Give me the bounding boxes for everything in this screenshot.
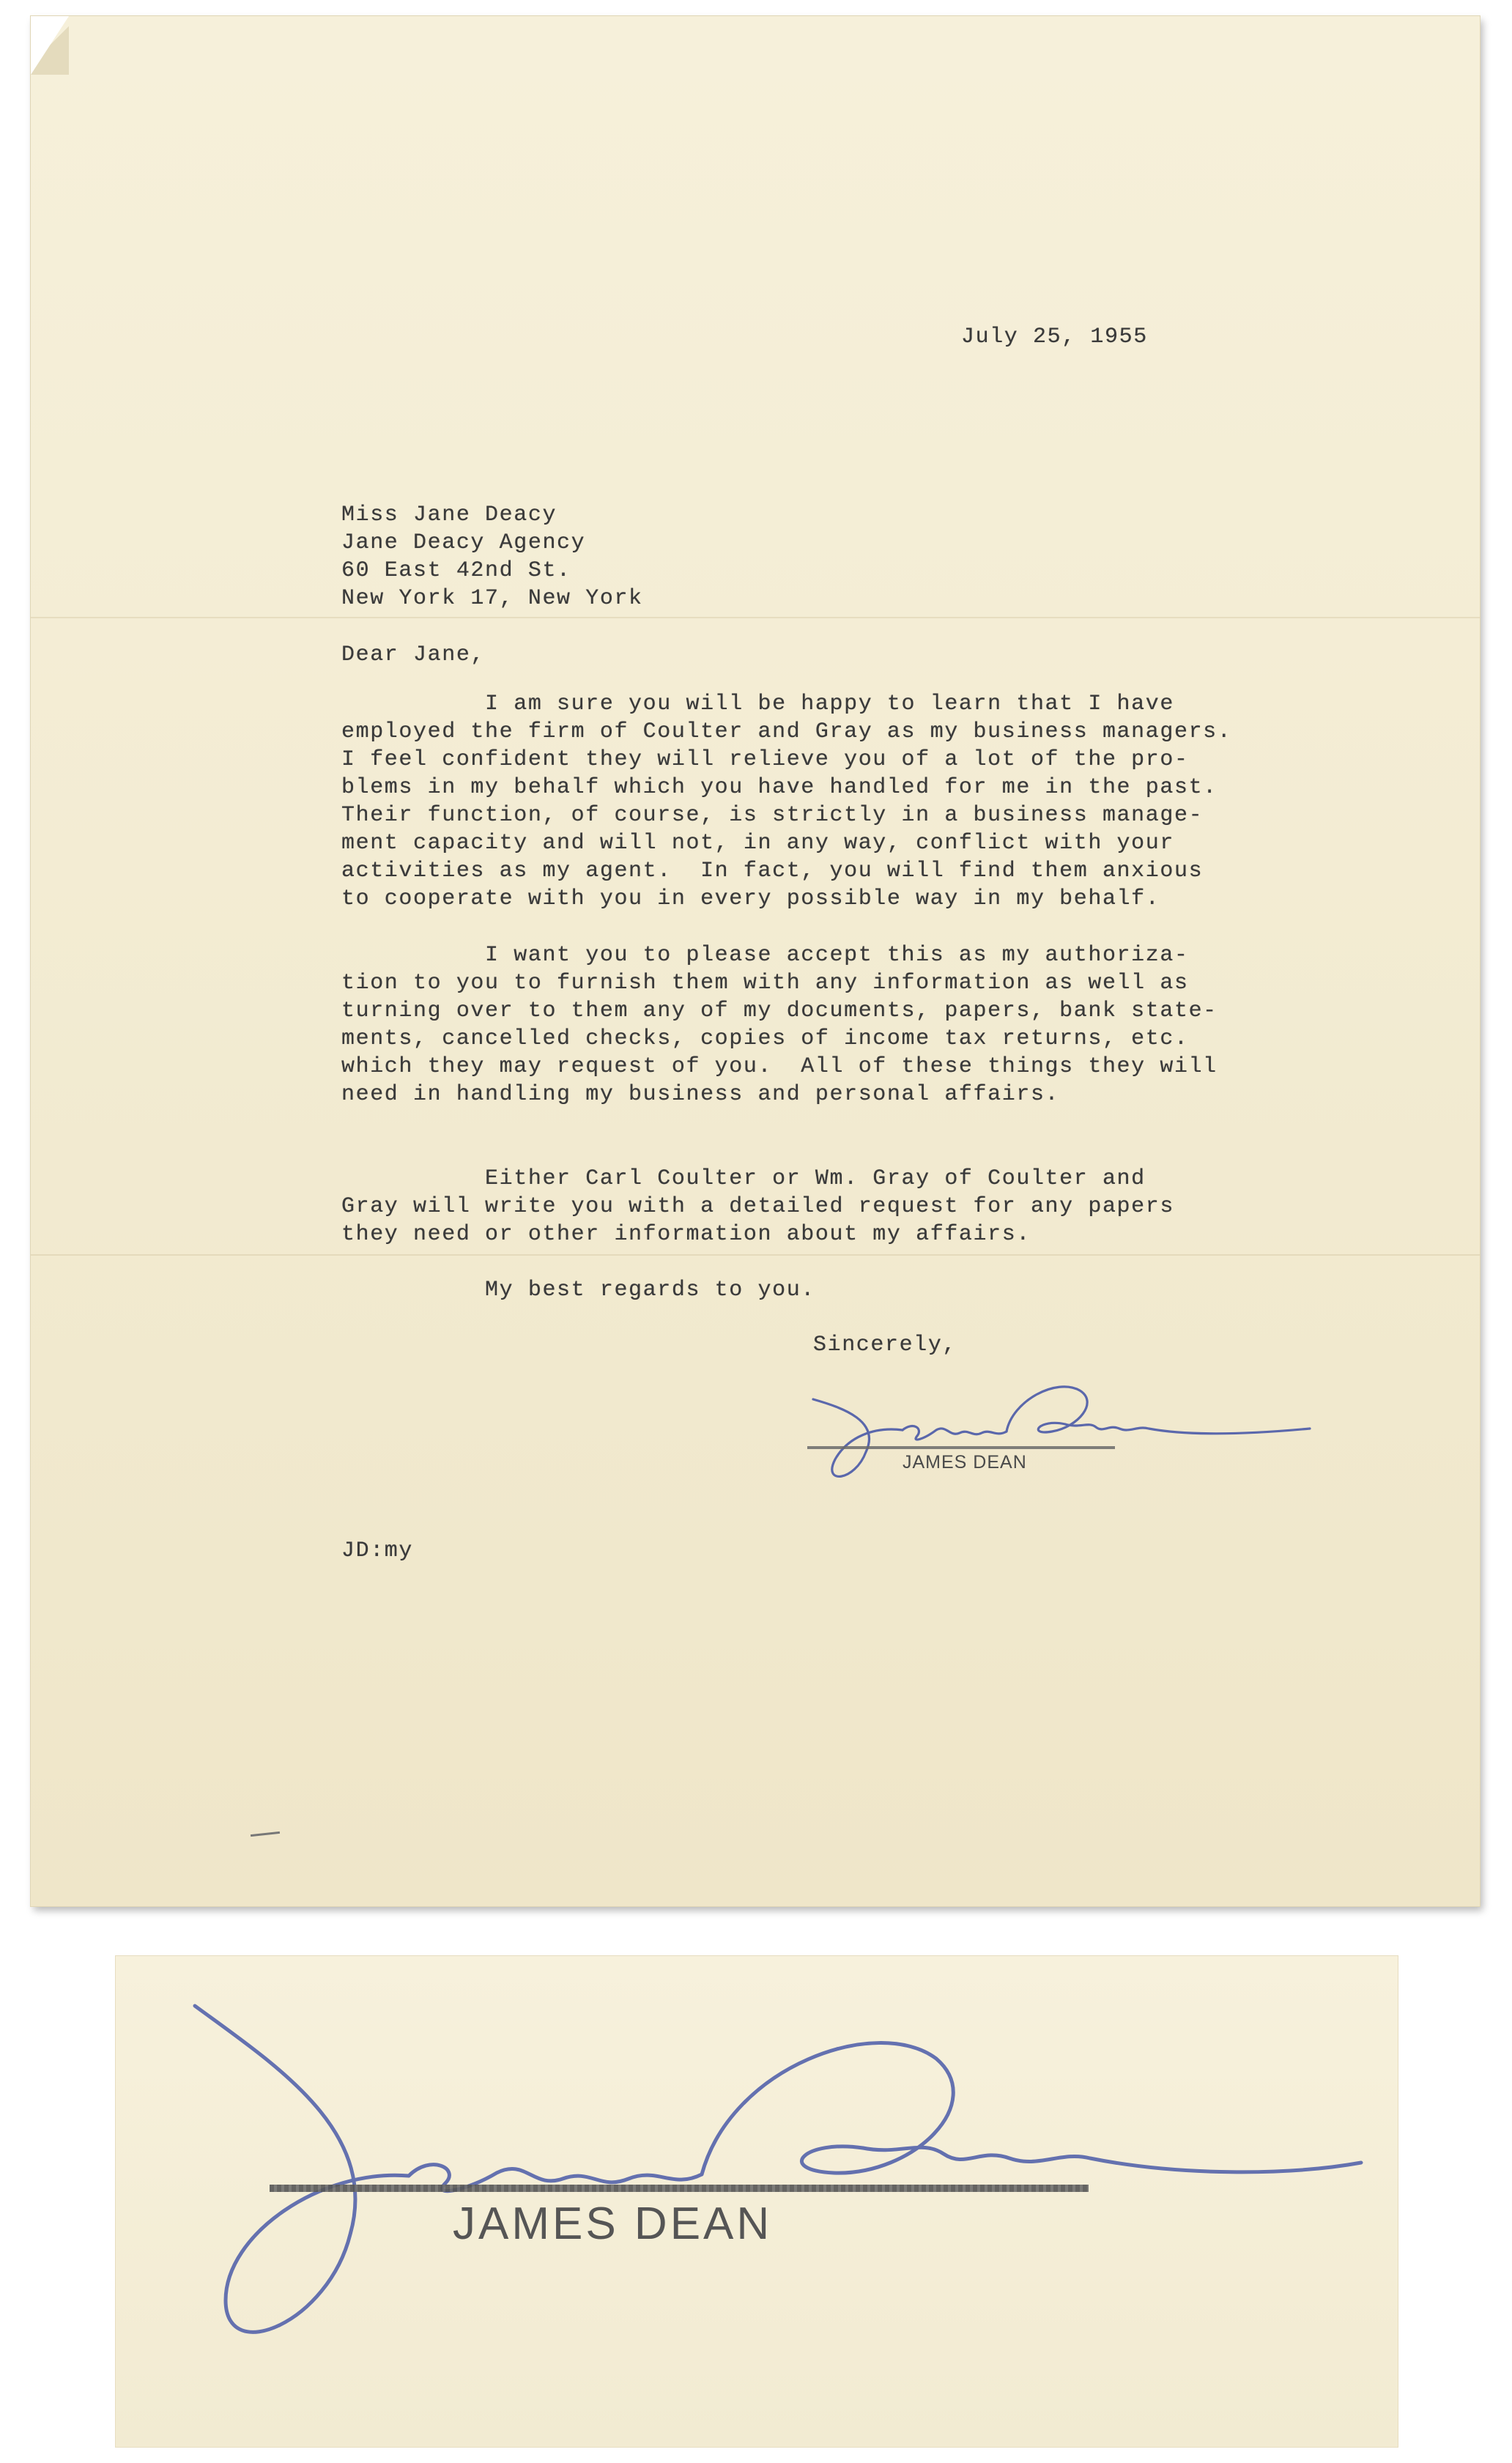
typed-signature-name: JAMES DEAN <box>903 1452 1027 1473</box>
recipient-line: Jane Deacy Agency <box>341 530 586 555</box>
recipient-address <box>341 501 643 612</box>
body-paragraph-1: I am sure you will be happy to learn that I have employed the firm of Coulter and Gray as my business managers. I feel confident they will relieve you of a lot of the pro- blems in my behalf which you have handled for me in the past. Their function, of course, is strictly in a business manage- ment capacity and will not, in any way, conflict with your activities as my agent. In fact, you will find them anxious to cooperate with you in every possible way in my behalf. <box>341 692 1232 911</box>
recipient-line: New York 17, New York <box>341 586 643 611</box>
signature-detail-crop <box>116 1956 1398 2447</box>
body-paragraph-3: Either Carl Coulter or Wm. Gray of Coulter and Gray will write you with a detailed request for any papers they need or other information about my affairs. <box>341 1166 1174 1247</box>
fold-crease <box>31 617 1480 618</box>
letter-date: July 25, 1955 <box>961 325 1148 349</box>
signature-underline <box>807 1446 1115 1449</box>
recipient-line: Miss Jane Deacy <box>341 503 557 527</box>
recipient-line: 60 East 42nd St. <box>341 558 571 583</box>
stray-mark <box>251 1831 280 1837</box>
salutation: Dear Jane, <box>341 642 486 667</box>
typed-signature-name-enlarged: JAMES DEAN <box>453 2199 773 2249</box>
handwritten-signature <box>793 1357 1320 1518</box>
typist-initials: JD:my <box>341 1538 414 1563</box>
signature-underline-enlarged <box>270 2185 1089 2192</box>
folded-corner <box>31 16 69 75</box>
letter-page <box>31 16 1480 1906</box>
closing: Sincerely, <box>813 1333 957 1358</box>
fold-crease <box>31 1254 1480 1256</box>
body-paragraph-2: I want you to please accept this as my authoriza- tion to you to furnish them with any information as well as turning over to them any of my documents, papers, bank state- ments, cancelled checks, copies of income tax returns, etc. which they may request of you. All of these things they will need in handling my business and personal affairs. <box>341 943 1218 1107</box>
body-paragraph-4: My best regards to you. <box>341 1278 815 1303</box>
